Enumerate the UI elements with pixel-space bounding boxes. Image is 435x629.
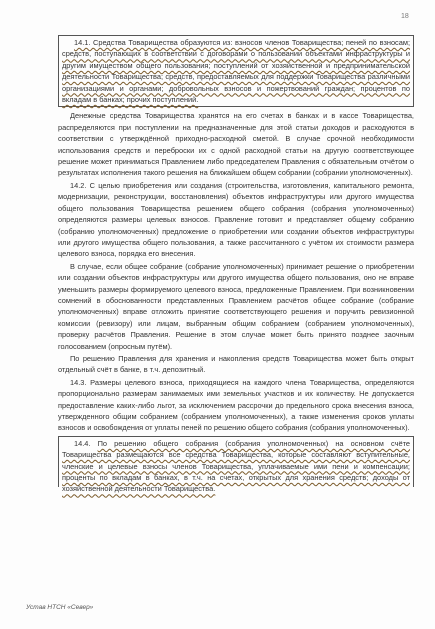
paragraph-14-1: 14.1. Средства Товарищества образуются из: взносов членов Товарищества; пеней по взносам; средств, поступающих в соответствии с договорами о пользовании объектами инфраструктуры и другим имуществом общего пользования; поступлений от хозяйственной и предпринимательской деятельности Товарищества; средств, предоставляемых для поддержки Товарищества различными организациями и органами; добровольных взносов и пожертвований граждан; процентов по вкладам в банках; прочих поступлений. [62,38,410,105]
paragraph-14-4-number: 14.4. [74,438,98,448]
document-body [58,35,414,494]
paragraph-14-4 [62,438,410,495]
boxed-section-14-1 [58,35,414,107]
paragraph-separate-account: По решению Правления для хранения и накопления средств Товарищества может быть открыт отдельный счёт в банке, в т.ч. депозитный. [58,353,414,375]
paragraph-funds-storage: Денежные средства Товарищества хранятся на его счетах в банках и в кассе Товарищества, распределяются при поступлении на предназначенные для этой статьи доходов и расходуются в соответствии с утверждённой приходно-расходной сметой. В случае срочной необходимости использования средств и переброски их с одной расходной статьи на другую соответствующее решение может приниматься Правлением либо председателем Правления с обязательным отчётом о результатах исполнения такого решения на ближайшем общем собрании (собрании уполномоченных). [58,111,414,178]
page-footer: Устав НТСН «Север» [26,604,94,611]
paragraph-14-2: 14.2. С целью приобретения или создания (строительства, изготовления, капитального ремонта, модернизации, реконструкции, восстановления) объектов инфраструктуры или другого имущества общего пользования Товарищества решением общего собрания (собрания уполномоченных) определяются размеры целевых взносов. Правление готовит и представляет общему собранию (собранию уполномоченных) предложение о приобретении или создании объектов инфраструктуры или другого имущества общего пользования, а также рассчитанного с учётом их стоимости размера целевого взноса, порядка его внесения. [58,180,414,259]
boxed-section-14-4 [58,436,414,494]
paragraph-14-3: 14.3. Размеры целевого взноса, приходящиеся на каждого члена Товарищества, определяются пропорционально размерам занимаемых ими земельных участков и их количеству. Не допускается предоставление каких-либо льгот, за исключением рассрочки до предельного срока внесения взноса, утвержденного общим собранием (собранием уполномоченных), а также изменения сроков уплаты взносов и освобождения от уплаты пеней по решению общего собрания (собрания уполномоченных). [58,377,414,433]
paragraph-target-fee-decision: В случае, если общее собрание (собрание уполномоченных) принимает решение о приобретении или создании объектов инфраструктуры или другого имущества общего пользования, оно не вправе уменьшить размеры формируемого целевого взноса, предложенные Правлением. При возникновении сомнений в обоснованности представленных Правлением расчётов общее собрание (собрание уполномоченных) вправе отложить принятие соответствующего решения и поручить ревизионной комиссии (ревизору) или лицам, выбранным общим собранием (собранием уполномоченных), проверку расчётов Правления. Решение в этом случае может быть принято позднее заочным голосованием (опросным путём). [58,261,414,351]
paragraph-14-4-text: По решению общего собрания (собрания уполномоченных) на основном счёте Товарищества размещаются все средства Товарищества, которые составляют вступительные, членские и целевые взносы членов Товарищества, уплачиваемые ими пени и компенсации; проценты по вкладам в банках, в т.ч. на счетах, открытых для хранения средств; доходы от хозяйственной деятельности Товарищества. [62,438,410,494]
page-number: 18 [401,13,409,20]
